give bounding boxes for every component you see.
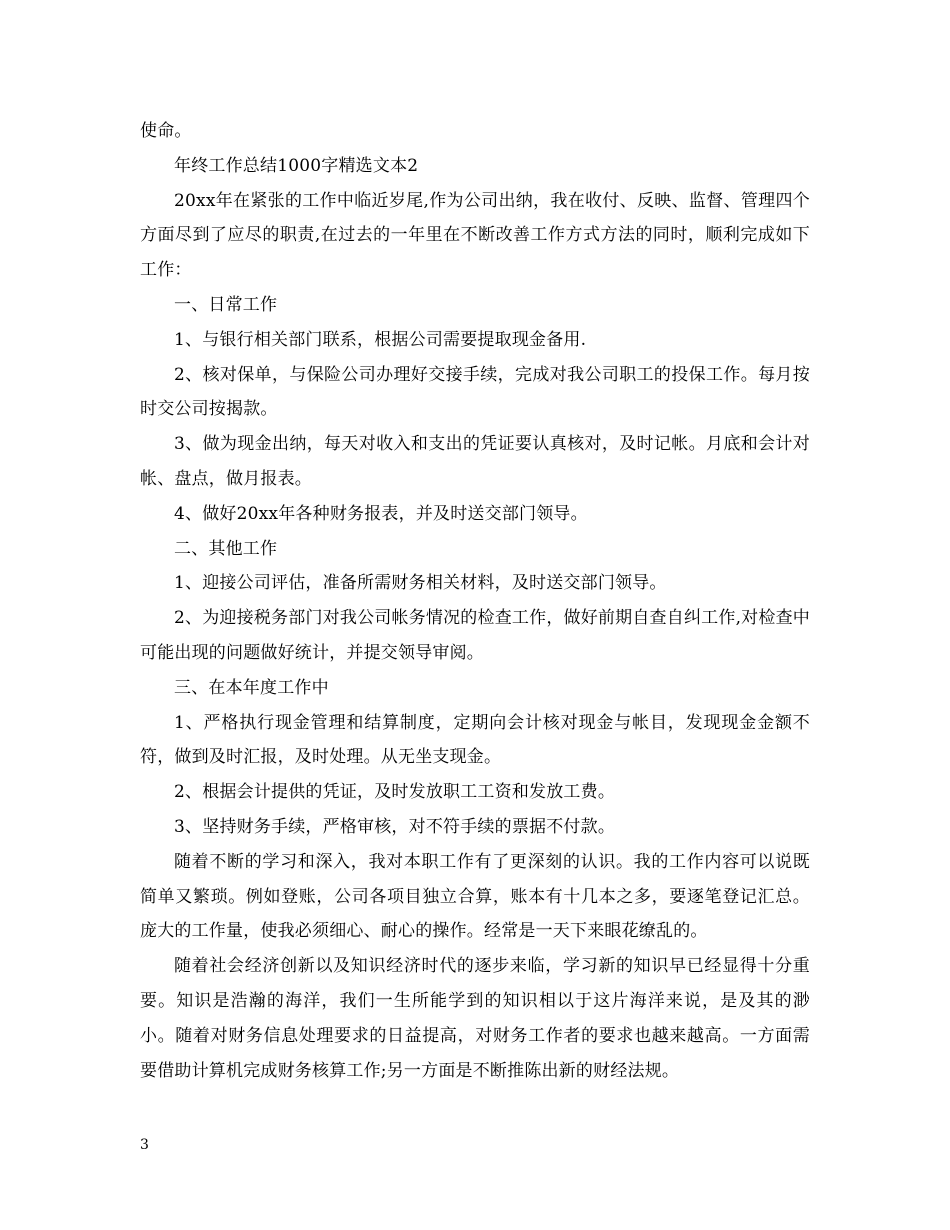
list-item: 1、严格执行现金管理和结算制度，定期向会计核对现金与帐目，发现现金金额不符，做到及时汇报，及时处理。从无坐支现金。 bbox=[140, 712, 810, 768]
paragraph: 随着不断的学习和深入，我对本职工作有了更深刻的认识。我的工作内容可以说既简单又繁琐。例如登账，公司各项目独立合算，账本有十几本之多，要逐笔登记汇总。庞大的工作量，使我必须细心、耐心的操作。经常是一天下来眼花缭乱的。 bbox=[140, 851, 810, 942]
page-number: 3 bbox=[140, 1137, 149, 1153]
paragraph: 随着社会经济创新以及知识经济时代的逐步来临，学习新的知识早已经显得十分重要。知识是浩瀚的海洋，我们一生所能学到的知识相以于这片海洋来说，是及其的渺小。随着对财务信息处理要求的日益提高，对财务工作者的要求也越来越高。一方面需要借助计算机完成财务核算工作;另一方面是不断推陈出新的财经法规。 bbox=[140, 956, 810, 1081]
list-item: 3、做为现金出纳，每天对收入和支出的凭证要认真核对，及时记帐。月底和会计对帐、盘点，做月报表。 bbox=[140, 434, 810, 489]
list-item: 1、迎接公司评估，准备所需财务相关材料，及时送交部门领导。 bbox=[174, 573, 667, 594]
list-item: 1、与银行相关部门联系，根据公司需要提取现金备用. bbox=[174, 329, 587, 350]
list-item: 3、坚持财务手续，严格审核，对不符手续的票据不付款。 bbox=[174, 816, 616, 837]
section-heading: 一、日常工作 bbox=[174, 294, 278, 315]
list-item: 2、根据会计提供的凭证，及时发放职工工资和发放工费。 bbox=[174, 782, 616, 803]
document-body bbox=[140, 114, 810, 1088]
section-heading: 二、其他工作 bbox=[174, 538, 278, 559]
list-item: 4、做好20xx年各种财务报表，并及时送交部门领导。 bbox=[174, 503, 588, 524]
section-heading: 三、在本年度工作中 bbox=[174, 677, 329, 698]
paragraph: 20xx年在紧张的工作中临近岁尾,作为公司出纳，我在收付、反映、监督、管理四个方面尽到了应尽的职责,在过去的一年里在不断改善工作方式方法的同时，顺利完成如下工作： bbox=[140, 190, 810, 281]
section-title: 年终工作总结1000字精选文本2 bbox=[174, 155, 419, 176]
list-item: 2、为迎接税务部门对我公司帐务情况的检查工作，做好前期自查自纠工作,对检查中可能出现的问题做好统计，并提交领导审阅。 bbox=[140, 608, 810, 663]
paragraph: 使命。 bbox=[140, 121, 192, 141]
list-item: 2、核对保单，与保险公司办理好交接手续，完成对我公司职工的投保工作。每月按时交公司按揭款。 bbox=[140, 364, 810, 420]
